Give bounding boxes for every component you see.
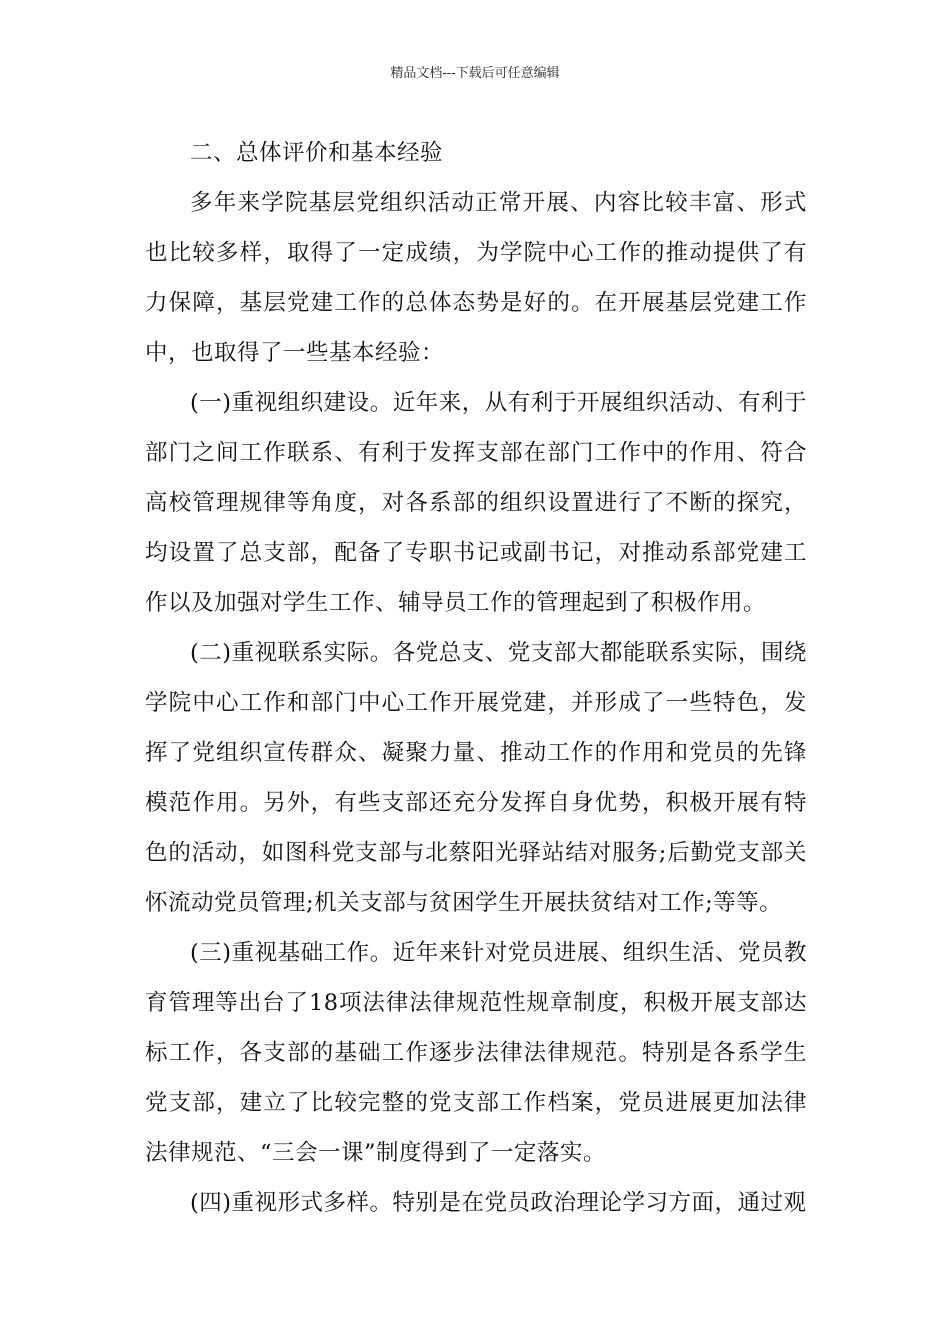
paragraph-organization: (一)重视组织建设。近年来，从有利于开展组织活动、有利于部门之间工作联系、有利于发挥支部在部门工作中的作用、符合高校管理规律等角度，对各系部的组织设置进行了不断的探究，均设置了总支部，配备了专职书记或副书记，对推动系部党建工作以及加强对学生工作、辅导员工作的管理起到了积极作用。: [145, 390, 807, 616]
paragraph-forms: (四)重视形式多样。特别是在党员政治理论学习方面，通过观: [190, 1190, 807, 1216]
page-header: 精品文档---下载后可任意编辑: [390, 66, 560, 81]
paragraph-foundation: (三)重视基础工作。近年来针对党员进展、组织生活、党员教育管理等出台了18项法律法律规范性规章制度，积极开展支部达标工作，各支部的基础工作逐步法律法律规范。特别是各系学生党支部，建立了比较完整的党支部工作档案，党员进展更加法律法律规范、“三会一课”制度得到了一定落实。: [145, 940, 807, 1166]
paragraph-practice: (二)重视联系实际。各党总支、党支部大都能联系实际，围绕学院中心工作和部门中心工作开展党建，并形成了一些特色，发挥了党组织宣传群众、凝聚力量、推动工作的作用和党员的先锋模范作用。另外，有些支部还充分发挥自身优势，积极开展有特色的活动，如图科党支部与北蔡阳光驿站结对服务;后勤党支部关怀流动党员管理;机关支部与贫困学生开展扶贫结对工作;等等。: [145, 640, 807, 916]
document-body: [145, 128, 807, 1228]
paragraph-intro: 多年来学院基层党组织活动正常开展、内容比较丰富、形式也比较多样，取得了一定成绩，为学院中心工作的推动提供了有力保障，基层党建工作的总体态势是好的。在开展基层党建工作中，也取得了一些基本经验：: [145, 190, 807, 366]
section-heading: 二、总体评价和基本经验: [190, 140, 444, 166]
